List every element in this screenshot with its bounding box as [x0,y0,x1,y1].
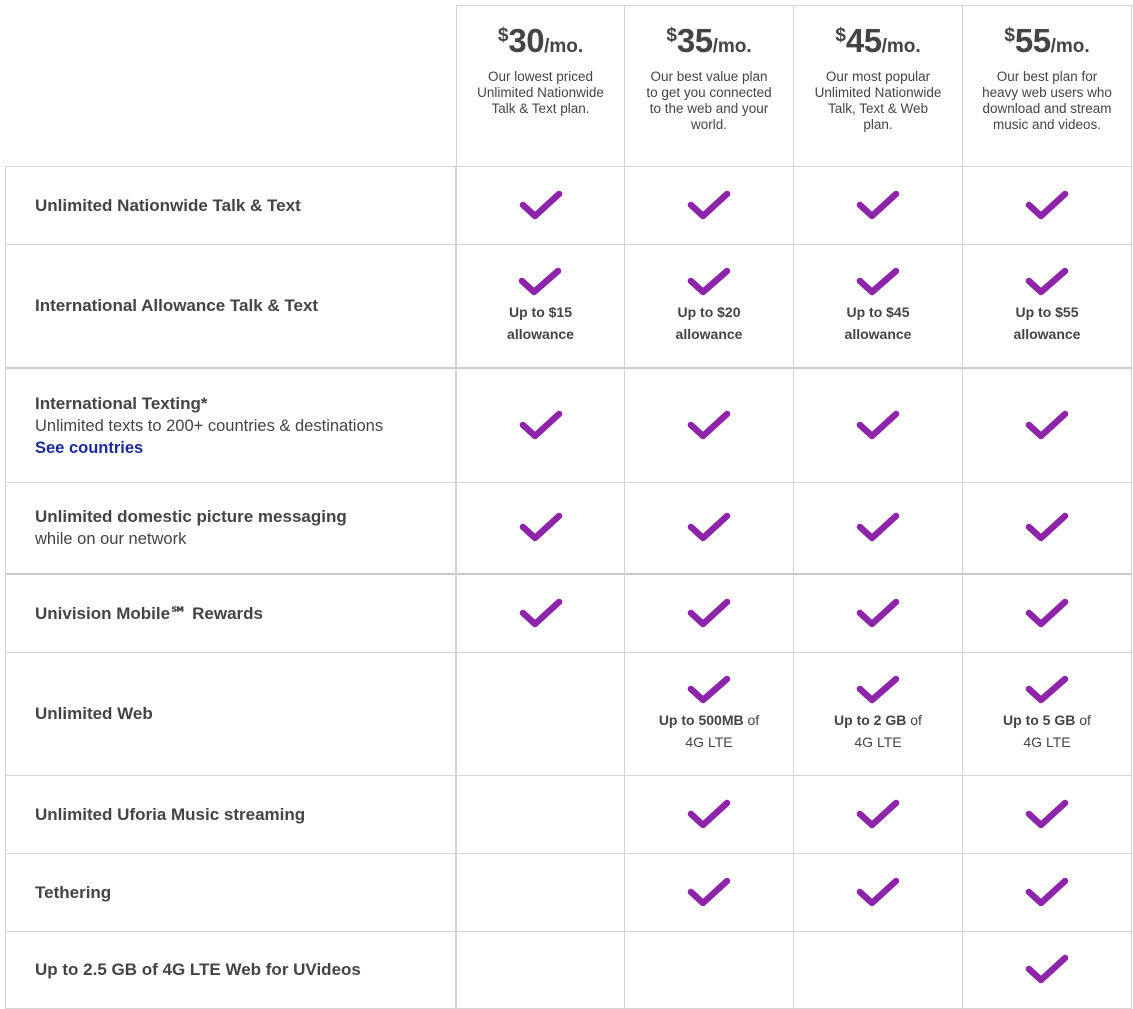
checkmark-icon [687,876,731,910]
web-note: Up to 5 GB of 4G LTE [1003,712,1091,750]
feature-cell [794,653,963,776]
feature-cell [456,483,625,575]
checkmark-icon [1025,511,1069,545]
checkmark-icon [856,511,900,545]
plan-price: $45/mo. [835,22,921,59]
feature-cell [456,167,625,245]
feature-cell-empty [456,854,625,932]
feature-title: Unlimited Uforia Music streaming [35,804,306,824]
checkmark-icon [1025,798,1069,832]
plan-header-30 [456,5,625,167]
plan-description: Our best plan for heavy web users who download and stream music and videos. [982,69,1112,132]
feature-cell [456,575,625,653]
checkmark-icon [687,189,731,223]
allowance-note: Up to $45 allowance [844,304,912,342]
checkmark-icon [519,511,563,545]
feature-cell [625,854,794,932]
feature-cell [963,932,1132,1009]
feature-cell-empty [794,932,963,1009]
table-corner [5,5,456,167]
plan-price: $30/mo. [497,22,584,59]
feature-cell [963,854,1132,932]
allowance-note: Up to $20 allowance [675,304,743,342]
checkmark-icon [1025,189,1069,223]
checkmark-icon [519,409,563,443]
feature-cell [625,483,794,575]
feature-cell [963,369,1132,483]
feature-cell [963,483,1132,575]
feature-title: Up to 2.5 GB of 4G LTE Web for UVideos [35,960,361,979]
checkmark-icon [1025,597,1069,631]
checkmark-icon [519,597,563,631]
plan-description: Our best value plan to get you connected to the web and your world. [646,69,772,132]
feature-subtitle: while on our network [35,530,187,548]
feature-cell [625,575,794,653]
allowance-note: Up to $15 allowance [507,304,574,342]
plan-header-55 [963,5,1132,167]
feature-uvideos [5,932,456,1009]
feature-title: Tethering [35,882,112,902]
checkmark-icon [856,267,900,299]
feature-cell-empty [456,776,625,854]
checkmark-icon [1025,675,1069,707]
plan-description: Our lowest priced Unlimited Nationwide Talk & Text plan. [477,69,604,116]
checkmark-icon [687,798,731,832]
plan-price: $55/mo. [1004,22,1090,59]
feature-cell [794,245,963,369]
feature-cell [794,369,963,483]
feature-intl-texting [5,369,456,483]
feature-title: Unlimited Nationwide Talk & Text [35,195,301,215]
checkmark-icon [687,597,731,631]
feature-title: Unlimited Web [35,704,153,723]
feature-cell [963,653,1132,776]
feature-cell [963,245,1132,369]
feature-rewards [5,575,456,653]
checkmark-icon [856,189,900,223]
web-note: Up to 500MB of 4G LTE [658,712,760,750]
see-countries-link[interactable]: See countries [35,438,144,457]
checkmark-icon [687,409,731,443]
web-note: Up to 2 GB of 4G LTE [834,712,922,750]
feature-cell-empty [625,932,794,1009]
feature-cell [456,245,625,369]
checkmark-icon [518,267,562,299]
checkmark-icon [856,597,900,631]
feature-unlimited-web [5,653,456,776]
plan-description: Our most popular Unlimited Nationwide Talk, Text & Web plan. [814,69,942,132]
checkmark-icon [687,267,731,299]
feature-subtitle: Unlimited texts to 200+ countries & destinations [35,416,384,435]
plan-header-35 [625,5,794,167]
plan-header-45 [794,5,963,167]
feature-cell [794,167,963,245]
checkmark-icon [1025,953,1069,987]
checkmark-icon [856,876,900,910]
feature-cell [625,167,794,245]
checkmark-icon [856,675,900,707]
checkmark-icon [856,798,900,832]
feature-title: International Texting* [35,393,208,413]
feature-uforia-music [5,776,456,854]
feature-cell [963,575,1132,653]
checkmark-icon [687,511,731,545]
feature-tethering [5,854,456,932]
feature-cell [794,776,963,854]
feature-cell [963,776,1132,854]
checkmark-icon [687,675,731,707]
plan-price: $35/mo. [666,22,752,59]
feature-cell-empty [456,653,625,776]
feature-talk-text [5,167,456,245]
plan-comparison-table [5,5,1132,1009]
feature-title: Unlimited domestic picture messaging [35,507,347,526]
feature-title: Univision Mobile℠ Rewards [35,603,263,623]
feature-cell [963,167,1132,245]
checkmark-icon [519,189,563,223]
checkmark-icon [1025,267,1069,299]
checkmark-icon [1025,409,1069,443]
feature-title: International Allowance Talk & Text [35,296,319,315]
feature-cell [794,483,963,575]
feature-cell [625,776,794,854]
feature-intl-allowance [5,245,456,369]
allowance-note: Up to $55 allowance [1013,304,1081,342]
feature-cell [794,854,963,932]
feature-cell-empty [456,932,625,1009]
feature-cell [794,575,963,653]
feature-cell [625,369,794,483]
feature-cell [456,369,625,483]
feature-cell [625,245,794,369]
checkmark-icon [856,409,900,443]
feature-picture-messaging [5,483,456,575]
feature-cell [625,653,794,776]
checkmark-icon [1025,876,1069,910]
